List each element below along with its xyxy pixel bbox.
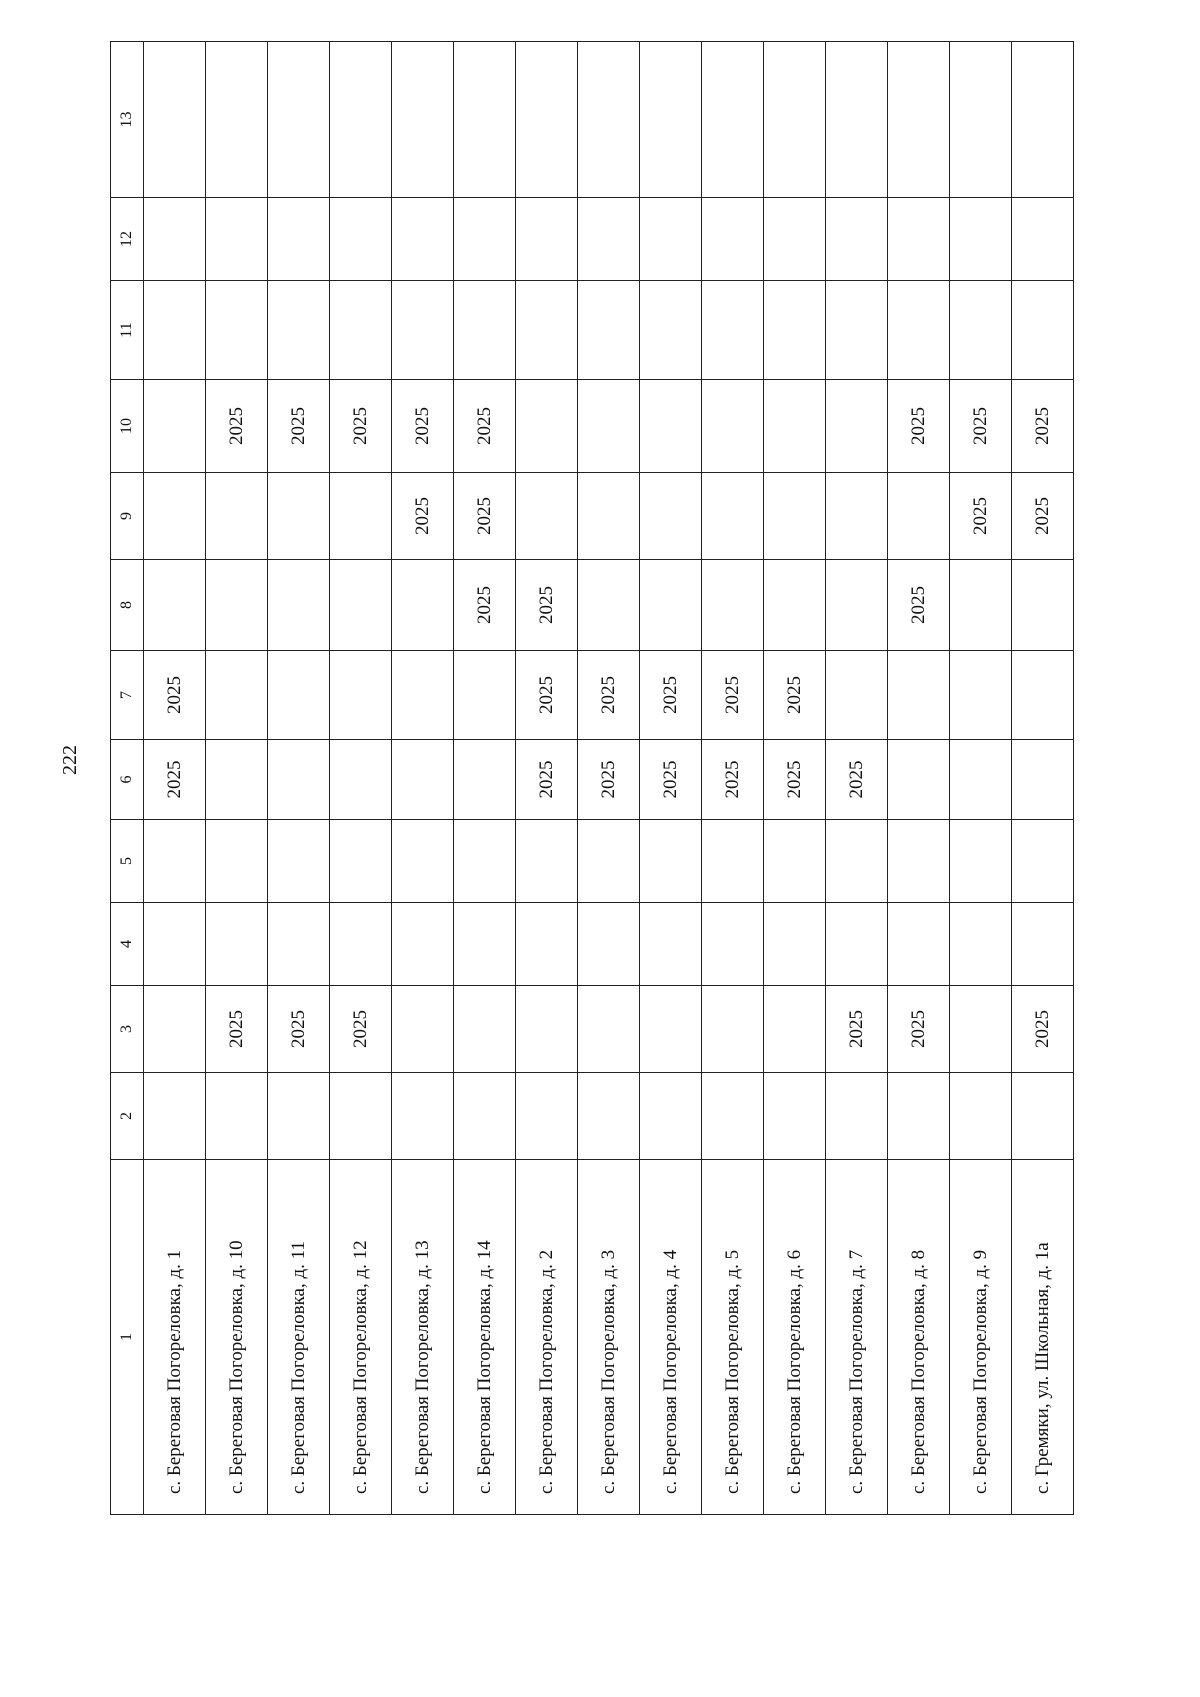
year-cell-col-10 (578, 380, 640, 473)
year-cell-col-7: 2025 (640, 651, 702, 740)
year-cell-col-3: 2025 (826, 986, 888, 1073)
year-cell-col-7 (888, 651, 950, 740)
year-cell-col-4 (826, 903, 888, 986)
year-cell-col-10 (702, 380, 764, 473)
year-cell-col-10: 2025 (330, 380, 392, 473)
year-cell-col-12 (144, 198, 206, 281)
year-cell-col-2 (950, 1073, 1012, 1160)
year-cell-col-11 (144, 281, 206, 380)
year-cell-col-7 (950, 651, 1012, 740)
address-cell: с. Береговая Погореловка, д. 14 (454, 1160, 516, 1515)
column-number-9: 9 (111, 473, 144, 560)
year-cell-col-7 (454, 651, 516, 740)
year-cell-col-4 (888, 903, 950, 986)
year-cell-col-9 (826, 473, 888, 560)
address-cell: с. Береговая Погореловка, д. 5 (702, 1160, 764, 1515)
year-cell-col-3 (454, 986, 516, 1073)
year-cell-col-5 (578, 820, 640, 903)
year-cell-col-11 (392, 281, 454, 380)
year-cell-col-11 (888, 281, 950, 380)
year-cell-col-6: 2025 (702, 740, 764, 820)
year-cell-col-9 (888, 473, 950, 560)
year-cell-col-6 (268, 740, 330, 820)
year-cell-col-13 (578, 42, 640, 198)
year-cell-col-8 (826, 560, 888, 651)
year-cell-col-2 (268, 1073, 330, 1160)
year-cell-col-4 (392, 903, 454, 986)
year-cell-col-5 (640, 820, 702, 903)
address-cell: с. Береговая Погореловка, д. 12 (330, 1160, 392, 1515)
year-cell-col-8 (764, 560, 826, 651)
year-cell-col-11 (640, 281, 702, 380)
address-cell: с. Береговая Погореловка, д. 6 (764, 1160, 826, 1515)
year-cell-col-2 (578, 1073, 640, 1160)
year-cell-col-9: 2025 (1012, 473, 1074, 560)
year-cell-col-13 (330, 42, 392, 198)
year-cell-col-12 (764, 198, 826, 281)
year-cell-col-6: 2025 (640, 740, 702, 820)
year-cell-col-7 (206, 651, 268, 740)
year-cell-col-10: 2025 (268, 380, 330, 473)
year-cell-col-5 (516, 820, 578, 903)
table-row (888, 42, 950, 1515)
year-cell-col-2 (392, 1073, 454, 1160)
year-cell-col-13 (392, 42, 454, 198)
year-cell-col-6: 2025 (144, 740, 206, 820)
address-cell: с. Гремяки, ул. Школьная, д. 1а (1012, 1160, 1074, 1515)
year-cell-col-3 (764, 986, 826, 1073)
year-cell-col-11 (764, 281, 826, 380)
year-cell-col-9: 2025 (950, 473, 1012, 560)
year-cell-col-11 (206, 281, 268, 380)
year-cell-col-4 (764, 903, 826, 986)
year-cell-col-3 (144, 986, 206, 1073)
column-number-6: 6 (111, 740, 144, 820)
year-cell-col-2 (826, 1073, 888, 1160)
year-cell-col-6: 2025 (516, 740, 578, 820)
year-cell-col-6 (206, 740, 268, 820)
year-cell-col-8: 2025 (888, 560, 950, 651)
year-cell-col-10 (826, 380, 888, 473)
year-cell-col-5 (1012, 820, 1074, 903)
year-cell-col-3 (392, 986, 454, 1073)
year-cell-col-13 (826, 42, 888, 198)
year-cell-col-6 (330, 740, 392, 820)
year-cell-col-7: 2025 (764, 651, 826, 740)
year-cell-col-3: 2025 (206, 986, 268, 1073)
table-body (111, 42, 1074, 1515)
year-cell-col-9 (206, 473, 268, 560)
year-cell-col-8 (206, 560, 268, 651)
year-cell-col-3 (578, 986, 640, 1073)
year-cell-col-4 (516, 903, 578, 986)
year-cell-col-5 (888, 820, 950, 903)
year-cell-col-8 (578, 560, 640, 651)
year-cell-col-10 (764, 380, 826, 473)
year-cell-col-4 (206, 903, 268, 986)
year-cell-col-10 (144, 380, 206, 473)
year-cell-col-2 (702, 1073, 764, 1160)
year-cell-col-7: 2025 (702, 651, 764, 740)
year-cell-col-9 (640, 473, 702, 560)
table-row (1012, 42, 1074, 1515)
table-row (454, 42, 516, 1515)
year-cell-col-3: 2025 (268, 986, 330, 1073)
year-cell-col-8 (1012, 560, 1074, 651)
year-cell-col-12 (268, 198, 330, 281)
year-cell-col-10 (516, 380, 578, 473)
year-cell-col-3 (516, 986, 578, 1073)
year-cell-col-2 (206, 1073, 268, 1160)
year-cell-col-3 (702, 986, 764, 1073)
table-row (950, 42, 1012, 1515)
column-number-1: 1 (111, 1160, 144, 1515)
year-cell-col-8 (144, 560, 206, 651)
year-cell-col-6 (392, 740, 454, 820)
year-cell-col-12 (330, 198, 392, 281)
year-cell-col-2 (144, 1073, 206, 1160)
year-cell-col-13 (268, 42, 330, 198)
year-cell-col-5 (144, 820, 206, 903)
year-cell-col-11 (578, 281, 640, 380)
address-cell: с. Береговая Погореловка, д. 8 (888, 1160, 950, 1515)
header-row (111, 42, 144, 1515)
year-cell-col-4 (268, 903, 330, 986)
schedule-table (110, 41, 1074, 1515)
column-number-13: 13 (111, 42, 144, 198)
year-cell-col-11 (454, 281, 516, 380)
year-cell-col-9: 2025 (454, 473, 516, 560)
address-cell: с. Береговая Погореловка, д. 7 (826, 1160, 888, 1515)
year-cell-col-7 (1012, 651, 1074, 740)
table-row (206, 42, 268, 1515)
year-cell-col-9 (578, 473, 640, 560)
year-cell-col-13 (206, 42, 268, 198)
column-number-2: 2 (111, 1073, 144, 1160)
column-number-10: 10 (111, 380, 144, 473)
year-cell-col-4 (702, 903, 764, 986)
year-cell-col-3: 2025 (1012, 986, 1074, 1073)
year-cell-col-9 (330, 473, 392, 560)
year-cell-col-13 (516, 42, 578, 198)
table-row (330, 42, 392, 1515)
year-cell-col-7: 2025 (516, 651, 578, 740)
year-cell-col-11 (702, 281, 764, 380)
year-cell-col-9 (764, 473, 826, 560)
year-cell-col-8 (330, 560, 392, 651)
year-cell-col-6: 2025 (764, 740, 826, 820)
year-cell-col-12 (826, 198, 888, 281)
year-cell-col-6: 2025 (578, 740, 640, 820)
column-number-5: 5 (111, 820, 144, 903)
year-cell-col-5 (268, 820, 330, 903)
year-cell-col-10: 2025 (454, 380, 516, 473)
year-cell-col-9: 2025 (392, 473, 454, 560)
year-cell-col-8 (268, 560, 330, 651)
address-cell: с. Береговая Погореловка, д. 10 (206, 1160, 268, 1515)
year-cell-col-3 (950, 986, 1012, 1073)
column-number-4: 4 (111, 903, 144, 986)
schedule-table-wrapper (110, 42, 1074, 1515)
year-cell-col-11 (950, 281, 1012, 380)
table-row (144, 42, 206, 1515)
year-cell-col-7 (392, 651, 454, 740)
year-cell-col-3 (640, 986, 702, 1073)
address-cell: с. Береговая Погореловка, д. 11 (268, 1160, 330, 1515)
year-cell-col-5 (702, 820, 764, 903)
year-cell-col-10: 2025 (950, 380, 1012, 473)
year-cell-col-12 (578, 198, 640, 281)
year-cell-col-8 (640, 560, 702, 651)
year-cell-col-11 (826, 281, 888, 380)
address-cell: с. Береговая Погореловка, д. 4 (640, 1160, 702, 1515)
address-cell: с. Береговая Погореловка, д. 13 (392, 1160, 454, 1515)
table-row (392, 42, 454, 1515)
year-cell-col-6 (1012, 740, 1074, 820)
year-cell-col-12 (640, 198, 702, 281)
year-cell-col-9 (268, 473, 330, 560)
year-cell-col-13 (888, 42, 950, 198)
year-cell-col-6 (888, 740, 950, 820)
year-cell-col-2 (640, 1073, 702, 1160)
page-number: 222 (59, 745, 81, 775)
year-cell-col-4 (1012, 903, 1074, 986)
table-row (702, 42, 764, 1515)
year-cell-col-12 (888, 198, 950, 281)
column-number-11: 11 (111, 281, 144, 380)
year-cell-col-6 (454, 740, 516, 820)
year-cell-col-2 (454, 1073, 516, 1160)
year-cell-col-5 (826, 820, 888, 903)
year-cell-col-8: 2025 (454, 560, 516, 651)
address-cell: с. Береговая Погореловка, д. 3 (578, 1160, 640, 1515)
year-cell-col-7 (330, 651, 392, 740)
year-cell-col-12 (1012, 198, 1074, 281)
year-cell-col-9 (702, 473, 764, 560)
table-row (826, 42, 888, 1515)
year-cell-col-4 (330, 903, 392, 986)
year-cell-col-2 (888, 1073, 950, 1160)
table-row (640, 42, 702, 1515)
year-cell-col-5 (454, 820, 516, 903)
year-cell-col-4 (454, 903, 516, 986)
year-cell-col-2 (330, 1073, 392, 1160)
year-cell-col-5 (764, 820, 826, 903)
year-cell-col-6 (950, 740, 1012, 820)
year-cell-col-8 (950, 560, 1012, 651)
year-cell-col-8 (392, 560, 454, 651)
year-cell-col-3: 2025 (888, 986, 950, 1073)
year-cell-col-12 (454, 198, 516, 281)
year-cell-col-12 (516, 198, 578, 281)
year-cell-col-2 (1012, 1073, 1074, 1160)
column-number-12: 12 (111, 198, 144, 281)
year-cell-col-10: 2025 (392, 380, 454, 473)
year-cell-col-7: 2025 (578, 651, 640, 740)
address-cell: с. Береговая Погореловка, д. 2 (516, 1160, 578, 1515)
year-cell-col-13 (950, 42, 1012, 198)
year-cell-col-12 (702, 198, 764, 281)
table-row (516, 42, 578, 1515)
year-cell-col-13 (454, 42, 516, 198)
column-number-7: 7 (111, 651, 144, 740)
year-cell-col-4 (578, 903, 640, 986)
year-cell-col-13 (1012, 42, 1074, 198)
year-cell-col-11 (268, 281, 330, 380)
year-cell-col-5 (206, 820, 268, 903)
year-cell-col-12 (950, 198, 1012, 281)
year-cell-col-7 (826, 651, 888, 740)
year-cell-col-2 (516, 1073, 578, 1160)
address-cell: с. Береговая Погореловка, д. 9 (950, 1160, 1012, 1515)
year-cell-col-4 (640, 903, 702, 986)
year-cell-col-2 (764, 1073, 826, 1160)
year-cell-col-9 (144, 473, 206, 560)
address-cell: с. Береговая Погореловка, д. 1 (144, 1160, 206, 1515)
table-row (578, 42, 640, 1515)
table-row (268, 42, 330, 1515)
year-cell-col-5 (950, 820, 1012, 903)
year-cell-col-13 (764, 42, 826, 198)
year-cell-col-12 (206, 198, 268, 281)
table-row (764, 42, 826, 1515)
year-cell-col-7 (268, 651, 330, 740)
year-cell-col-6: 2025 (826, 740, 888, 820)
year-cell-col-13 (702, 42, 764, 198)
year-cell-col-11 (516, 281, 578, 380)
year-cell-col-8: 2025 (516, 560, 578, 651)
year-cell-col-10: 2025 (1012, 380, 1074, 473)
year-cell-col-3: 2025 (330, 986, 392, 1073)
year-cell-col-5 (392, 820, 454, 903)
year-cell-col-4 (144, 903, 206, 986)
year-cell-col-10: 2025 (206, 380, 268, 473)
year-cell-col-4 (950, 903, 1012, 986)
year-cell-col-8 (702, 560, 764, 651)
year-cell-col-5 (330, 820, 392, 903)
year-cell-col-10: 2025 (888, 380, 950, 473)
year-cell-col-11 (330, 281, 392, 380)
year-cell-col-11 (1012, 281, 1074, 380)
year-cell-col-9 (516, 473, 578, 560)
column-number-8: 8 (111, 560, 144, 651)
year-cell-col-10 (640, 380, 702, 473)
year-cell-col-7: 2025 (144, 651, 206, 740)
column-number-3: 3 (111, 986, 144, 1073)
year-cell-col-13 (640, 42, 702, 198)
year-cell-col-12 (392, 198, 454, 281)
year-cell-col-13 (144, 42, 206, 198)
